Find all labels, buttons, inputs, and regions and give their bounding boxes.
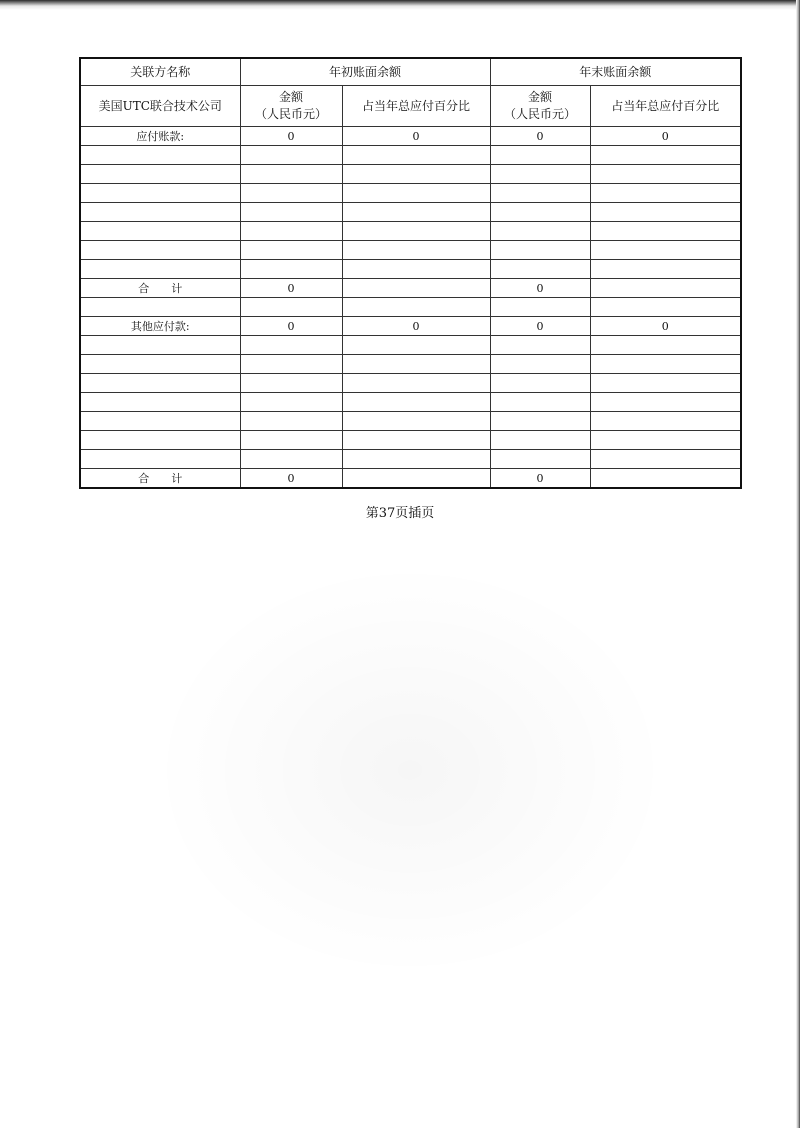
table-row-empty <box>80 260 741 279</box>
cell-begin-pct: 0 <box>342 127 490 146</box>
scan-right-edge <box>796 0 800 1128</box>
cell-end-pct: 0 <box>590 317 741 336</box>
related-party-payables-table-sheet <box>79 57 740 489</box>
cell-end-pct: 0 <box>590 127 741 146</box>
faint-watermark <box>150 560 670 980</box>
header-row-2 <box>80 86 741 127</box>
table-row-total <box>80 469 741 489</box>
table-row <box>80 317 741 336</box>
cell-begin-amount: 0 <box>240 127 342 146</box>
table-row-empty <box>80 393 741 412</box>
related-party-payables-table <box>79 57 742 489</box>
table-row-empty <box>80 450 741 469</box>
table-row-empty <box>80 222 741 241</box>
cell-end-amount: 0 <box>490 127 590 146</box>
cell-end-amount: 0 <box>490 317 590 336</box>
begin-amount-header <box>240 86 342 127</box>
total-end-pct <box>590 279 741 298</box>
table-row-empty <box>80 184 741 203</box>
table-row-empty <box>80 431 741 450</box>
table-row-total <box>80 279 741 298</box>
total-end-amount: 0 <box>490 279 590 298</box>
total-begin-pct <box>342 469 490 489</box>
begin-pct-header: 占当年总应付百分比 <box>342 86 490 127</box>
table-row-empty <box>80 298 741 317</box>
table-row <box>80 127 741 146</box>
party-name-cell: 美国UTC联合技术公司 <box>80 86 240 127</box>
table-row-empty <box>80 374 741 393</box>
table-row-empty <box>80 412 741 431</box>
col-header-party: 关联方名称 <box>80 58 240 86</box>
total-end-pct <box>590 469 741 489</box>
col-header-begin-balance: 年初账面余额 <box>240 58 490 86</box>
section-label-accounts-payable: 应付账款: <box>80 127 240 146</box>
total-begin-pct <box>342 279 490 298</box>
col-header-end-balance: 年末账面余额 <box>490 58 741 86</box>
amount-label: 金额 <box>528 90 553 104</box>
amount-unit: （人民币元） <box>504 107 577 121</box>
total-end-amount: 0 <box>490 469 590 489</box>
total-begin-amount: 0 <box>240 469 342 489</box>
total-label <box>80 279 240 298</box>
table-row-empty <box>80 355 741 374</box>
end-pct-header: 占当年总应付百分比 <box>590 86 741 127</box>
table-row-empty <box>80 203 741 222</box>
cell-begin-pct: 0 <box>342 317 490 336</box>
end-amount-header <box>490 86 590 127</box>
amount-unit: （人民币元） <box>254 107 327 121</box>
table-row-empty <box>80 146 741 165</box>
cell-begin-amount: 0 <box>240 317 342 336</box>
table-row-empty <box>80 165 741 184</box>
header-row-1 <box>80 58 741 86</box>
table-row-empty <box>80 336 741 355</box>
total-label <box>80 469 240 489</box>
table-row-empty <box>80 241 741 260</box>
total-label-text: 合计 <box>138 471 205 485</box>
amount-label: 金额 <box>278 90 303 104</box>
total-begin-amount: 0 <box>240 279 342 298</box>
section-label-other-payables: 其他应付款: <box>80 317 240 336</box>
scan-top-edge <box>0 0 800 10</box>
page-insert-note: 第37页插页 <box>365 506 435 521</box>
total-label-text: 合计 <box>138 281 205 295</box>
